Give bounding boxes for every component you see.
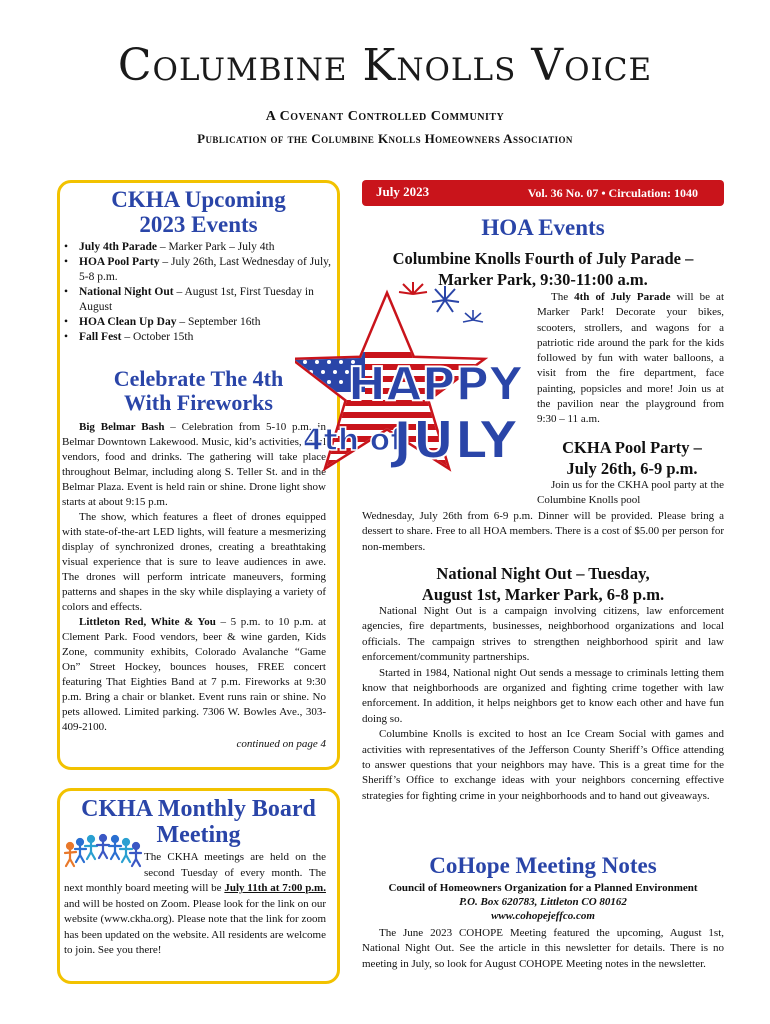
nno-paragraph-2: Started in 1984, National night Out sends a message to criminals letting them know that neighborhoods are organized and fighting crime together with law enforcement. In addition, it helps neighbors get to know each other and have fun doing so. <box>362 666 724 725</box>
nno-heading-line-1: National Night Out – Tuesday, <box>436 564 650 583</box>
cohope-org-block <box>362 881 724 923</box>
hoa-events-heading: HOA Events <box>481 215 605 240</box>
happy-4th-of-july-star-graphic <box>295 280 527 494</box>
belmar-bash-lead: Big Belmar Bash <box>79 421 165 433</box>
parade-text-part-2: will be at Marker Park! Decorate your bikes, scooters, strollers, and wagons for a patriotic ride around the park for the kids followed by fun with water balloons, a visit from the fire department, face painting, popsicles and more! Join us at the pavilion near the playground from 9:30 – 11 a.m. <box>537 291 724 426</box>
event-name: HOA Pool Party <box>79 256 160 268</box>
pool-party-heading <box>540 437 724 479</box>
parade-text-part-1: The <box>551 291 575 303</box>
fireworks-paragraph-1 <box>62 420 326 510</box>
fireworks-paragraph-3 <box>62 615 326 735</box>
event-detail: – Marker Park – July 4th <box>156 241 275 253</box>
board-text-part-1: The CKHA meetings are held on the second Tuesday of every month. The next monthly board meeting will be <box>64 851 326 894</box>
fireworks-heading-line-1: Celebrate The 4th <box>113 366 284 391</box>
event-name: HOA Clean Up Day <box>79 316 177 328</box>
graphic-4th-of-text: 4th of <box>302 423 404 458</box>
issue-volume: Vol. 36 No. 07 • Circulation: 1040 <box>527 186 698 200</box>
newsletter-tagline: A Covenant Controlled Community <box>265 109 505 124</box>
masthead <box>0 40 770 147</box>
event-detail: – August 1st, First Tuesday in August <box>79 286 314 313</box>
parade-heading-line-2: Marker Park, 9:30-11:00 a.m. <box>438 270 648 289</box>
newsletter-title: Columbine Knolls Voice <box>117 40 653 91</box>
event-name: National Night Out <box>79 286 174 298</box>
pool-heading-line-1: CKHA Pool Party – <box>562 438 702 457</box>
board-heading-line-1: CKHA Monthly Board <box>81 796 316 822</box>
board-meeting-text <box>64 850 326 959</box>
graphic-july-text: JULY <box>392 411 518 471</box>
fireworks-paragraph-2: The show, which features a fleet of drones equipped with state-of-the-art LED lights, will feature a mesmerizing display of synchronized drones, creating a breathtaking visual experience that is sure to leave audiences in awe. The drones will perform intricate maneuvers, forming patterns and shapes in the sky while displaying a variety of colors and effects. <box>62 511 326 613</box>
pool-party-text-intro: Join us for the CKHA pool party at the Columbine Knolls pool <box>537 479 724 507</box>
cohope-address: P.O. Box 620783, Littleton CO 80162 <box>459 896 627 908</box>
event-detail: – September 16th <box>176 316 261 328</box>
pool-heading-line-2: July 26th, 6-9 p.m. <box>566 459 698 478</box>
upcoming-events-heading <box>60 187 337 238</box>
firework-burst-icon <box>399 282 483 322</box>
nno-heading-line-2: August 1st, Marker Park, 6-8 p.m. <box>421 585 665 604</box>
event-name: Fall Fest <box>79 331 122 343</box>
issue-info-bar <box>362 180 724 206</box>
littleton-text: – 5 p.m. to 10 p.m. at Clement Park. Food vendors, beer & wine garden, Kids Zone, community exhibits, Colorado Avalanche “Game On” Street Hockey, bounces houses, FREE concert featuring That Eighties Band at 7 p.m. Fireworks at 9:30 p.m. Bring a chair or blanket. Event runs rain or shine. No pets allowed. Limited parking. 7306 W. Bowles Ave., 303-409-2100. <box>62 616 327 733</box>
board-meeting-date: July 11th at 7:00 p.m. <box>224 882 326 894</box>
list-item <box>62 330 332 345</box>
cohope-heading: CoHope Meeting Notes <box>429 853 657 878</box>
continued-note: continued on page 4 <box>236 738 326 750</box>
fireworks-article <box>62 420 326 752</box>
pool-party-text: Wednesday, July 26th from 6-9 p.m. Dinner will be provided. Please bring a dessert to share. Free to all HOA members. There is a cost of $5.00 per person for non-members. <box>362 510 724 553</box>
board-heading-line-2: Meeting <box>156 822 241 849</box>
cohope-article: The June 2023 COHOPE Meeting featured the upcoming, August 1st, National Night Out. See the article in this newsletter for details. There is no meeting in July, so look for August COHOPE Meeting notes in the newsletter. <box>362 927 724 970</box>
national-night-out-heading <box>362 563 724 605</box>
upcoming-events-heading-line-2: 2023 Events <box>139 212 258 238</box>
board-text-part-2: and will be hosted on Zoom. Please look for the link on our website (www.ckha.org). Please note that the link for zoom has been updated on the website. All residents are welcome to join. See you there! <box>64 897 326 956</box>
cohope-org-name: Council of Homeowners Organization for a Planned Environment <box>388 882 698 894</box>
belmar-bash-text: – Celebration from 5-10 p.m. in Belmar Downtown Lakewood. Music, kid’s activities, local vendors, food and drinks. The gathering will take place throughout Belmar, including along S. Teller St. and in the Belmar Plaza. Event is held rain or shine. Drone light show starts at about 9:15 p.m. <box>62 421 326 508</box>
upcoming-events-heading-line-1: CKHA Upcoming <box>111 187 286 212</box>
event-detail: – July 26th, Last Wednesday of July, 5-8 p.m. <box>79 256 332 283</box>
parade-heading-line-1: Columbine Knolls Fourth of July Parade – <box>392 249 694 268</box>
upcoming-events-list <box>62 240 332 345</box>
littleton-lead: Littleton Red, White & You <box>79 616 216 628</box>
graphic-happy-text: HAPPY <box>347 357 523 411</box>
fireworks-heading-line-2: With Fireworks <box>124 390 273 416</box>
parade-text-bold: 4th of July Parade <box>574 291 671 303</box>
list-item <box>62 240 332 255</box>
list-item <box>62 255 332 285</box>
list-item <box>62 315 332 330</box>
nno-paragraph-1: National Night Out is a campaign involving citizens, law enforcement agencies, fire departments, businesses, neighborhood organizations and local officials. The campaign strives to strengthen neighborhood spirit and law enforcement/community partnerships. <box>362 605 724 664</box>
cohope-website-link[interactable]: www.cohopejeffco.com <box>491 910 595 922</box>
newsletter-publisher: Publication of the Columbine Knolls Homeowners Association <box>197 131 573 146</box>
parade-article <box>537 290 724 428</box>
issue-date: July 2023 <box>376 184 430 199</box>
event-name: July 4th Parade <box>79 241 157 253</box>
event-detail: – October 15th <box>121 331 194 343</box>
nno-paragraph-3: Columbine Knolls is excited to host an Ice Cream Social with games and activities with representatives of the Jefferson County Sheriff’s Office attending to answer questions that your neighbors may have. This is a great time for the Sheriff’s Office to exchange ideas with your neighbors concerning effective strategies for fighting crime in your neighborhoods and to hand out giveaways. <box>362 728 724 802</box>
list-item <box>62 285 332 315</box>
national-night-out-article <box>362 604 724 804</box>
